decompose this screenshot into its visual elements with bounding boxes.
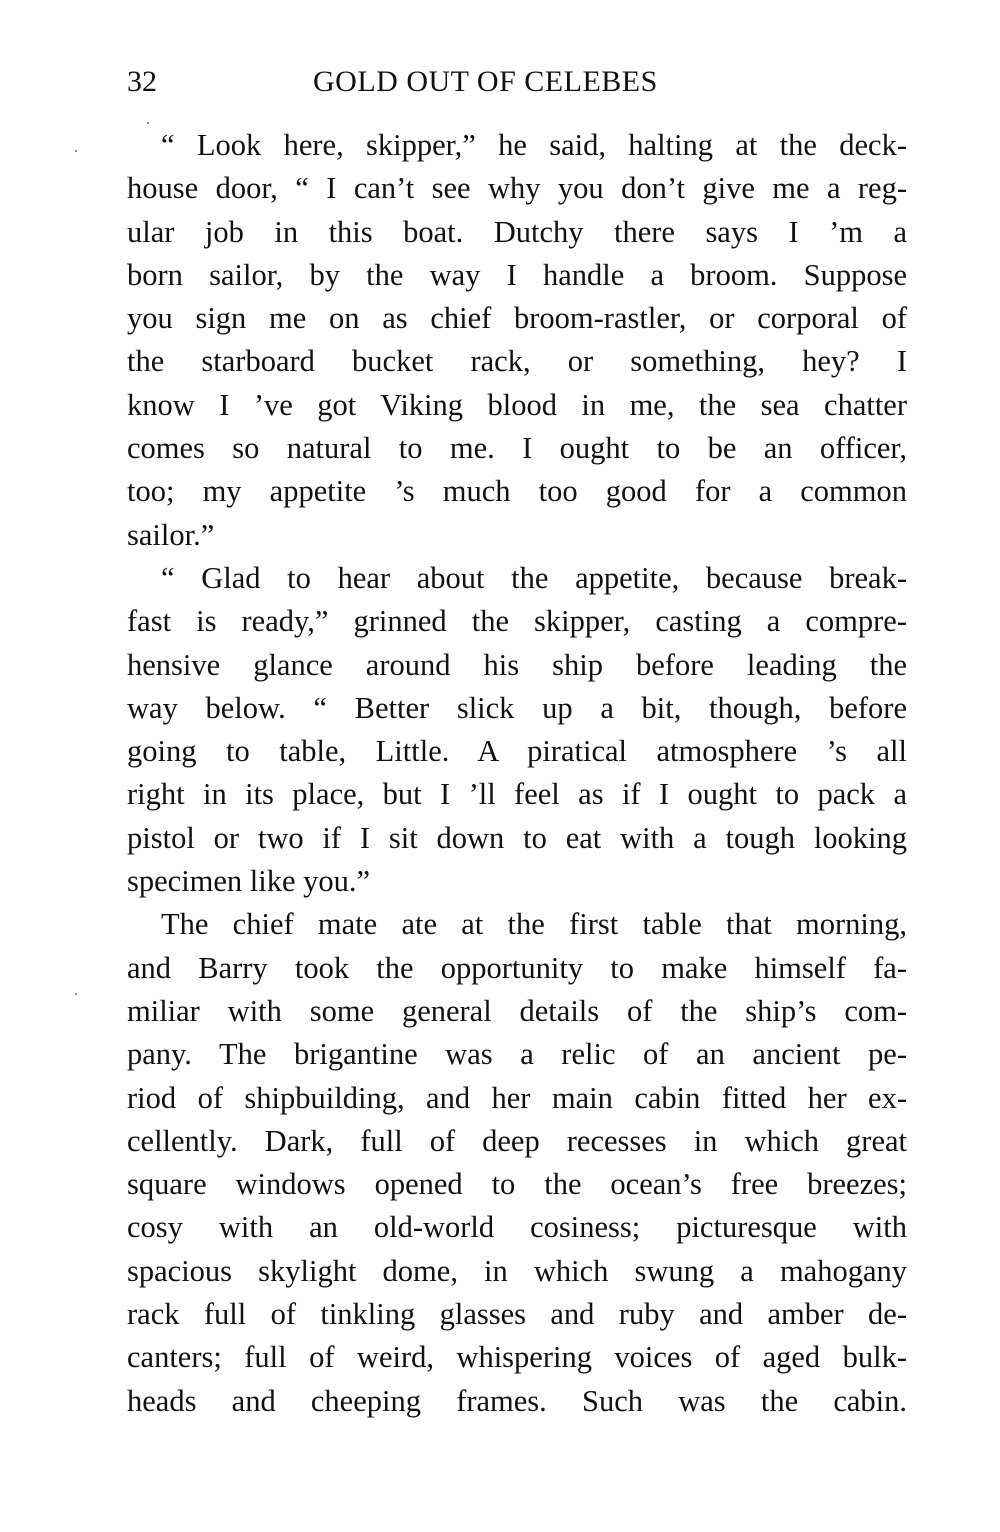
text-line: you sign me on as chief broom-rastler, or corporal of [127,301,907,336]
text-line: hensive glance around his ship before leading the [127,647,907,682]
text-line: and Barry took the opportunity to make himself fa- [127,950,907,985]
text-line: house door, “ I can’t see why you don’t give me a reg- [127,171,907,206]
text-line: “ Look here, skipper,” he said, halting at the deck- [161,128,907,162]
body-text [127,124,907,1423]
text-line: right in its place, but I ’ll feel as if I ought to pack a [127,777,907,812]
text-line: miliar with some general details of the ship’s com- [127,993,907,1028]
text-line: going to table, Little. A piratical atmosphere ’s all [127,734,907,769]
text-line: riod of shipbuilding, and her main cabin fitted her ex- [127,1080,907,1115]
text-line: too; my appetite ’s much too good for a common [127,474,907,509]
text-line: square windows opened to the ocean’s free breezes; [127,1167,907,1202]
text-line: comes so natural to me. I ought to be an officer, [127,431,907,466]
text-line: ular job in this boat. Dutchy there says I ’m a [127,214,907,249]
text-line: pany. The brigantine was a relic of an ancient pe- [127,1037,907,1072]
text-line: pistol or two if I sit down to eat with a tough looking [127,820,907,855]
text-line: heads and cheeping frames. Such was the cabin. [127,1383,907,1418]
text-line: cosy with an old-world cosiness; picturesque with [127,1210,907,1245]
text-line: “ Glad to hear about the appetite, because break- [161,560,907,595]
page-number: 32 [127,65,157,98]
text-line: specimen like you.” [127,864,371,899]
text-line: spacious skylight dome, in which swung a mahogany [127,1253,907,1288]
running-title: GOLD OUT OF CELEBES [313,65,658,98]
text-line: the starboard bucket rack, or something, hey? I [127,344,907,379]
text-line: way below. “ Better slick up a bit, though, before [127,690,907,725]
text-line: canters; full of weird, whispering voices of aged bulk- [127,1340,907,1375]
text-line: know I ’ve got Viking blood in me, the sea chatter [127,387,907,422]
scan-speck [75,150,77,152]
scan-speck [147,122,149,124]
text-line: born sailor, by the way I handle a broom. Suppose [127,257,907,292]
text-line: The chief mate ate at the first table that morning, [161,907,907,942]
text-line: sailor.” [127,517,215,552]
page-header [127,62,907,102]
scan-speck [75,993,77,995]
text-line: fast is ready,” grinned the skipper, casting a compre- [127,604,907,639]
text-line: cellently. Dark, full of deep recesses in which great [127,1123,907,1158]
text-line: rack full of tinkling glasses and ruby and amber de- [127,1297,907,1332]
